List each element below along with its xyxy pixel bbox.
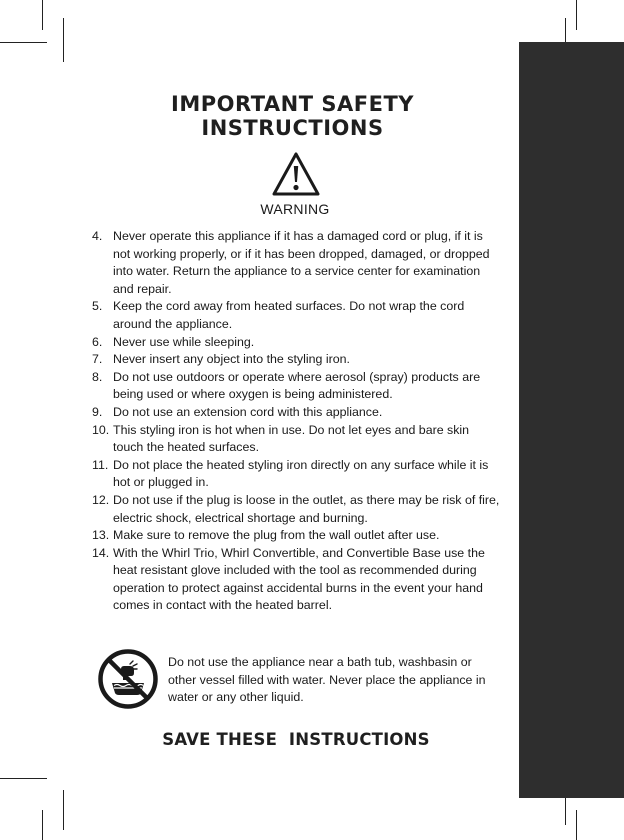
instruction-text: This styling iron is hot when in use. Do not let eyes and bare skin touch the heated surfaces. — [113, 422, 470, 455]
page-title-line-2: INSTRUCTIONS — [201, 116, 384, 140]
bath-warning-text: Do not use the appliance near a bath tub, washbasin or other vessel filled with water. Never place the appliance in water or any other liquid. — [168, 655, 486, 705]
instruction-item — [92, 545, 500, 615]
instruction-text: Do not use an extension cord with this appliance. — [113, 404, 383, 419]
instruction-item — [92, 404, 500, 422]
instruction-item — [92, 457, 500, 492]
instruction-item — [92, 351, 500, 369]
page-title — [90, 92, 495, 140]
instruction-text: Do not use if the plug is loose in the outlet, as there may be risk of fire, electric shock, electrical shortage and burning. — [113, 492, 500, 525]
instruction-item — [92, 298, 500, 333]
instruction-number: 14. — [92, 545, 110, 560]
instruction-text: Make sure to remove the plug from the wall outlet after use. — [113, 528, 440, 543]
instruction-text: Keep the cord away from heated surfaces. Do not wrap the cord around the appliance. — [113, 299, 465, 331]
instruction-text: With the Whirl Trio, Whirl Convertible, and Convertible Base use the heat resistant glove included with the tool as recommended during operation to protect against accidental burns in the event your hand comes in contact with the heated barrel. — [113, 545, 485, 613]
crop-mark — [0, 778, 47, 779]
instruction-number: 4. — [92, 229, 103, 243]
warning-label: WARNING — [260, 201, 330, 217]
page-title-line-1: IMPORTANT SAFETY — [171, 92, 414, 116]
crop-mark — [0, 42, 47, 43]
crop-mark — [63, 18, 64, 62]
instruction-number: 11. — [92, 457, 109, 472]
instruction-number: 6. — [92, 334, 103, 349]
warning-triangle-icon — [271, 151, 321, 197]
instruction-text: Never operate this appliance if it has a damaged cord or plug, if it is not working properly, or if it has been dropped, damaged, or dropped into water. Return the appliance to a service center for examination and repair. — [113, 229, 490, 296]
instruction-number: 7. — [92, 352, 103, 367]
instruction-text: Do not use outdoors or operate where aerosol (spray) products are being used or where oxygen is being administered. — [113, 369, 481, 402]
instruction-item — [92, 422, 500, 457]
instruction-number: 9. — [92, 404, 103, 419]
instruction-item — [92, 334, 500, 352]
instruction-number: 12. — [92, 492, 110, 507]
instruction-number: 5. — [92, 299, 103, 314]
instruction-item — [92, 228, 500, 298]
save-instructions-heading: SAVE THESE INSTRUCTIONS — [162, 730, 430, 749]
crop-mark — [42, 0, 43, 30]
instruction-text: Never use while sleeping. — [113, 334, 255, 349]
instruction-item — [92, 527, 500, 545]
side-tab — [519, 42, 624, 798]
instructions-list — [92, 228, 500, 615]
crop-mark — [63, 790, 64, 830]
no-bathtub-icon — [97, 648, 159, 710]
instruction-number: 13. — [92, 528, 110, 543]
instruction-item — [92, 492, 500, 527]
crop-mark — [42, 810, 43, 840]
instruction-number: 8. — [92, 369, 103, 384]
crop-mark — [576, 0, 577, 30]
instruction-text: Do not place the heated styling iron directly on any surface while it is hot or plugged in. — [113, 457, 489, 490]
instruction-number: 10. — [92, 422, 110, 437]
instruction-text: Never insert any object into the styling iron. — [113, 352, 350, 367]
crop-mark — [576, 810, 577, 840]
instruction-item — [92, 369, 500, 404]
